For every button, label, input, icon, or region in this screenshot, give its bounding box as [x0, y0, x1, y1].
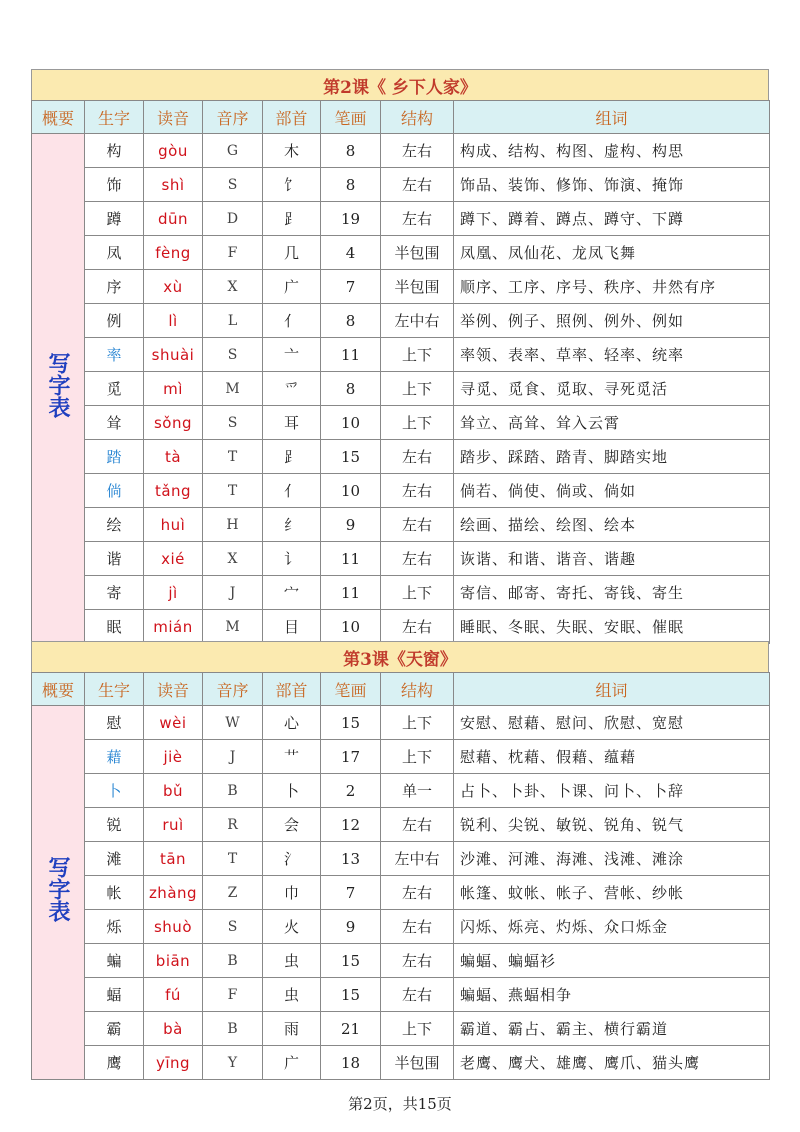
strokes-cell: 15 — [321, 440, 381, 474]
lesson-title: 第2课《 乡下人家》 — [31, 69, 769, 100]
pinyin-cell: xié — [144, 542, 203, 576]
pinyin-cell: fú — [144, 978, 203, 1012]
table-row — [32, 842, 770, 876]
character-cell: 觅 — [85, 372, 144, 406]
table-row — [32, 270, 770, 304]
radical-cell: 艹 — [263, 740, 321, 774]
strokes-cell: 10 — [321, 474, 381, 508]
pinyin-cell: xù — [144, 270, 203, 304]
words-cell: 寻觅、觅食、觅取、寻死觅活 — [454, 372, 770, 406]
words-cell: 锐利、尖锐、敏锐、锐角、锐气 — [454, 808, 770, 842]
structure-cell: 上下 — [381, 576, 454, 610]
column-header: 音序 — [203, 673, 263, 706]
summary-cell — [32, 134, 85, 644]
character-cell: 霸 — [85, 1012, 144, 1046]
pinyin-cell: mián — [144, 610, 203, 644]
column-header: 部首 — [263, 101, 321, 134]
words-cell: 寄信、邮寄、寄托、寄钱、寄生 — [454, 576, 770, 610]
strokes-cell: 17 — [321, 740, 381, 774]
radical-cell: 会 — [263, 808, 321, 842]
strokes-cell: 11 — [321, 542, 381, 576]
table-row — [32, 774, 770, 808]
strokes-cell: 7 — [321, 270, 381, 304]
structure-cell: 左右 — [381, 944, 454, 978]
header-row — [32, 673, 770, 706]
pinyin-cell: sǒng — [144, 406, 203, 440]
radical-cell: 火 — [263, 910, 321, 944]
initial-cell: Y — [203, 1046, 263, 1080]
structure-cell: 半包围 — [381, 270, 454, 304]
strokes-cell: 11 — [321, 576, 381, 610]
pinyin-cell: huì — [144, 508, 203, 542]
initial-cell: M — [203, 610, 263, 644]
column-header: 笔画 — [321, 101, 381, 134]
strokes-cell: 8 — [321, 168, 381, 202]
radical-cell: 虫 — [263, 944, 321, 978]
words-cell: 慰藉、枕藉、假藉、蕴藉 — [454, 740, 770, 774]
words-cell: 耸立、高耸、耸入云霄 — [454, 406, 770, 440]
radical-cell: 亻 — [263, 474, 321, 508]
strokes-cell: 7 — [321, 876, 381, 910]
initial-cell: G — [203, 134, 263, 168]
column-header: 组词 — [454, 673, 770, 706]
initial-cell: S — [203, 168, 263, 202]
initial-cell: B — [203, 944, 263, 978]
table-row — [32, 576, 770, 610]
radical-cell: 雨 — [263, 1012, 321, 1046]
table-row — [32, 944, 770, 978]
column-header: 读音 — [144, 673, 203, 706]
character-cell: 眠 — [85, 610, 144, 644]
page-footer: 第2页，共15页 — [348, 1095, 452, 1113]
strokes-cell: 21 — [321, 1012, 381, 1046]
pinyin-cell: bǔ — [144, 774, 203, 808]
table-row — [32, 876, 770, 910]
table-row — [32, 406, 770, 440]
initial-cell: B — [203, 1012, 263, 1046]
strokes-cell: 11 — [321, 338, 381, 372]
structure-cell: 上下 — [381, 406, 454, 440]
character-cell: 绘 — [85, 508, 144, 542]
strokes-cell: 4 — [321, 236, 381, 270]
character-cell: 寄 — [85, 576, 144, 610]
pinyin-cell: gòu — [144, 134, 203, 168]
pinyin-cell: tà — [144, 440, 203, 474]
table-row — [32, 440, 770, 474]
pinyin-cell: fèng — [144, 236, 203, 270]
structure-cell: 左右 — [381, 474, 454, 508]
structure-cell: 左右 — [381, 808, 454, 842]
words-cell: 蝙蝠、蝙蝠衫 — [454, 944, 770, 978]
radical-cell: 纟 — [263, 508, 321, 542]
character-cell: 饰 — [85, 168, 144, 202]
structure-cell: 左右 — [381, 542, 454, 576]
initial-cell: X — [203, 542, 263, 576]
words-cell: 构成、结构、构图、虚构、构思 — [454, 134, 770, 168]
structure-cell: 左右 — [381, 610, 454, 644]
structure-cell: 左右 — [381, 134, 454, 168]
radical-cell: 宀 — [263, 576, 321, 610]
radical-cell: 讠 — [263, 542, 321, 576]
words-cell: 老鹰、鹰犬、雄鹰、鹰爪、猫头鹰 — [454, 1046, 770, 1080]
column-header: 笔画 — [321, 673, 381, 706]
column-header: 结构 — [381, 101, 454, 134]
structure-cell: 上下 — [381, 706, 454, 740]
table-row — [32, 978, 770, 1012]
words-cell: 闪烁、烁亮、灼烁、众口烁金 — [454, 910, 770, 944]
radical-cell: 虫 — [263, 978, 321, 1012]
character-cell: 蹲 — [85, 202, 144, 236]
lesson-3-section — [31, 641, 769, 1080]
table-row — [32, 202, 770, 236]
table-row — [32, 910, 770, 944]
radical-cell: 木 — [263, 134, 321, 168]
radical-cell: 亻 — [263, 304, 321, 338]
pinyin-cell: tān — [144, 842, 203, 876]
words-cell: 踏步、踩踏、踏青、脚踏实地 — [454, 440, 770, 474]
words-cell: 霸道、霸占、霸主、横行霸道 — [454, 1012, 770, 1046]
table-row — [32, 1012, 770, 1046]
character-cell: 构 — [85, 134, 144, 168]
words-cell: 占卜、卜卦、卜课、问卜、卜辞 — [454, 774, 770, 808]
initial-cell: F — [203, 236, 263, 270]
summary-label: 写字表 — [45, 351, 71, 418]
structure-cell: 左右 — [381, 876, 454, 910]
table-row — [32, 508, 770, 542]
strokes-cell: 15 — [321, 706, 381, 740]
character-table — [31, 672, 770, 1080]
initial-cell: H — [203, 508, 263, 542]
strokes-cell: 10 — [321, 610, 381, 644]
structure-cell: 左右 — [381, 978, 454, 1012]
character-cell: 烁 — [85, 910, 144, 944]
initial-cell: B — [203, 774, 263, 808]
table-row — [32, 610, 770, 644]
strokes-cell: 10 — [321, 406, 381, 440]
initial-cell: R — [203, 808, 263, 842]
words-cell: 举例、例子、照例、例外、例如 — [454, 304, 770, 338]
initial-cell: M — [203, 372, 263, 406]
column-header: 部首 — [263, 673, 321, 706]
table-row — [32, 236, 770, 270]
summary-label: 写字表 — [45, 855, 71, 922]
strokes-cell: 18 — [321, 1046, 381, 1080]
strokes-cell: 8 — [321, 372, 381, 406]
words-cell: 饰品、装饰、修饰、饰演、掩饰 — [454, 168, 770, 202]
pinyin-cell: biān — [144, 944, 203, 978]
character-cell: 蝙 — [85, 944, 144, 978]
table-row — [32, 542, 770, 576]
radical-cell: ⻊ — [263, 202, 321, 236]
strokes-cell: 19 — [321, 202, 381, 236]
character-cell: 倘 — [85, 474, 144, 508]
pinyin-cell: jì — [144, 576, 203, 610]
character-cell: 帐 — [85, 876, 144, 910]
initial-cell: T — [203, 474, 263, 508]
initial-cell: W — [203, 706, 263, 740]
structure-cell: 上下 — [381, 338, 454, 372]
table-row — [32, 474, 770, 508]
structure-cell: 半包围 — [381, 236, 454, 270]
words-cell: 沙滩、河滩、海滩、浅滩、滩涂 — [454, 842, 770, 876]
pinyin-cell: shuài — [144, 338, 203, 372]
table-row — [32, 168, 770, 202]
initial-cell: J — [203, 740, 263, 774]
radical-cell: 广 — [263, 1046, 321, 1080]
initial-cell: L — [203, 304, 263, 338]
strokes-cell: 15 — [321, 978, 381, 1012]
words-cell: 安慰、慰藉、慰问、欣慰、宽慰 — [454, 706, 770, 740]
character-cell: 蝠 — [85, 978, 144, 1012]
radical-cell: 亠 — [263, 338, 321, 372]
table-row — [32, 808, 770, 842]
initial-cell: S — [203, 338, 263, 372]
character-cell: 慰 — [85, 706, 144, 740]
radical-cell: 耳 — [263, 406, 321, 440]
character-cell: 锐 — [85, 808, 144, 842]
strokes-cell: 8 — [321, 134, 381, 168]
lesson-2-section — [31, 69, 769, 644]
table-row — [32, 338, 770, 372]
character-cell: 谐 — [85, 542, 144, 576]
structure-cell: 左右 — [381, 440, 454, 474]
words-cell: 蹲下、蹲着、蹲点、蹲守、下蹲 — [454, 202, 770, 236]
pinyin-cell: lì — [144, 304, 203, 338]
initial-cell: T — [203, 440, 263, 474]
character-cell: 例 — [85, 304, 144, 338]
strokes-cell: 13 — [321, 842, 381, 876]
radical-cell: 几 — [263, 236, 321, 270]
character-cell: 鹰 — [85, 1046, 144, 1080]
pinyin-cell: mì — [144, 372, 203, 406]
character-cell: 滩 — [85, 842, 144, 876]
initial-cell: Z — [203, 876, 263, 910]
pinyin-cell: zhàng — [144, 876, 203, 910]
column-header: 概要 — [32, 101, 85, 134]
column-header: 结构 — [381, 673, 454, 706]
column-header: 生字 — [85, 101, 144, 134]
pinyin-cell: bà — [144, 1012, 203, 1046]
pinyin-cell: shuò — [144, 910, 203, 944]
table-row — [32, 1046, 770, 1080]
structure-cell: 左中右 — [381, 304, 454, 338]
words-cell: 帐篷、蚊帐、帐子、营帐、纱帐 — [454, 876, 770, 910]
structure-cell: 上下 — [381, 1012, 454, 1046]
character-cell: 耸 — [85, 406, 144, 440]
structure-cell: 上下 — [381, 740, 454, 774]
pinyin-cell: yīng — [144, 1046, 203, 1080]
initial-cell: J — [203, 576, 263, 610]
radical-cell: 饣 — [263, 168, 321, 202]
character-table — [31, 100, 770, 644]
radical-cell: ⻊ — [263, 440, 321, 474]
initial-cell: T — [203, 842, 263, 876]
initial-cell: S — [203, 406, 263, 440]
strokes-cell: 2 — [321, 774, 381, 808]
words-cell: 诙谐、和谐、谐音、谐趣 — [454, 542, 770, 576]
column-header: 概要 — [32, 673, 85, 706]
words-cell: 顺序、工序、序号、秩序、井然有序 — [454, 270, 770, 304]
radical-cell: 巾 — [263, 876, 321, 910]
radical-cell: 广 — [263, 270, 321, 304]
table-row — [32, 706, 770, 740]
table-row — [32, 134, 770, 168]
structure-cell: 单一 — [381, 774, 454, 808]
table-row — [32, 304, 770, 338]
pinyin-cell: tǎng — [144, 474, 203, 508]
structure-cell: 半包围 — [381, 1046, 454, 1080]
strokes-cell: 15 — [321, 944, 381, 978]
words-cell: 绘画、描绘、绘图、绘本 — [454, 508, 770, 542]
table-row — [32, 372, 770, 406]
character-cell: 藉 — [85, 740, 144, 774]
initial-cell: D — [203, 202, 263, 236]
initial-cell: F — [203, 978, 263, 1012]
words-cell: 蝙蝠、燕蝠相争 — [454, 978, 770, 1012]
words-cell: 凤凰、凤仙花、龙凤飞舞 — [454, 236, 770, 270]
summary-cell — [32, 706, 85, 1080]
column-header: 读音 — [144, 101, 203, 134]
column-header: 音序 — [203, 101, 263, 134]
structure-cell: 上下 — [381, 372, 454, 406]
column-header: 生字 — [85, 673, 144, 706]
pinyin-cell: wèi — [144, 706, 203, 740]
table-row — [32, 740, 770, 774]
words-cell: 率领、表率、草率、轻率、统率 — [454, 338, 770, 372]
strokes-cell: 9 — [321, 910, 381, 944]
structure-cell: 左右 — [381, 202, 454, 236]
column-header: 组词 — [454, 101, 770, 134]
strokes-cell: 12 — [321, 808, 381, 842]
pinyin-cell: jiè — [144, 740, 203, 774]
pinyin-cell: shì — [144, 168, 203, 202]
radical-cell: 目 — [263, 610, 321, 644]
initial-cell: X — [203, 270, 263, 304]
initial-cell: S — [203, 910, 263, 944]
structure-cell: 左右 — [381, 508, 454, 542]
words-cell: 倘若、倘使、倘或、倘如 — [454, 474, 770, 508]
radical-cell: 爫 — [263, 372, 321, 406]
header-row — [32, 101, 770, 134]
strokes-cell: 9 — [321, 508, 381, 542]
character-cell: 卜 — [85, 774, 144, 808]
structure-cell: 左右 — [381, 910, 454, 944]
pinyin-cell: ruì — [144, 808, 203, 842]
radical-cell: 卜 — [263, 774, 321, 808]
pinyin-cell: dūn — [144, 202, 203, 236]
character-cell: 凤 — [85, 236, 144, 270]
lesson-title: 第3课《天窗》 — [31, 641, 769, 672]
structure-cell: 左右 — [381, 168, 454, 202]
radical-cell: 氵 — [263, 842, 321, 876]
radical-cell: 心 — [263, 706, 321, 740]
character-cell: 序 — [85, 270, 144, 304]
strokes-cell: 8 — [321, 304, 381, 338]
structure-cell: 左中右 — [381, 842, 454, 876]
character-cell: 踏 — [85, 440, 144, 474]
character-cell: 率 — [85, 338, 144, 372]
words-cell: 睡眠、冬眠、失眠、安眠、催眠 — [454, 610, 770, 644]
